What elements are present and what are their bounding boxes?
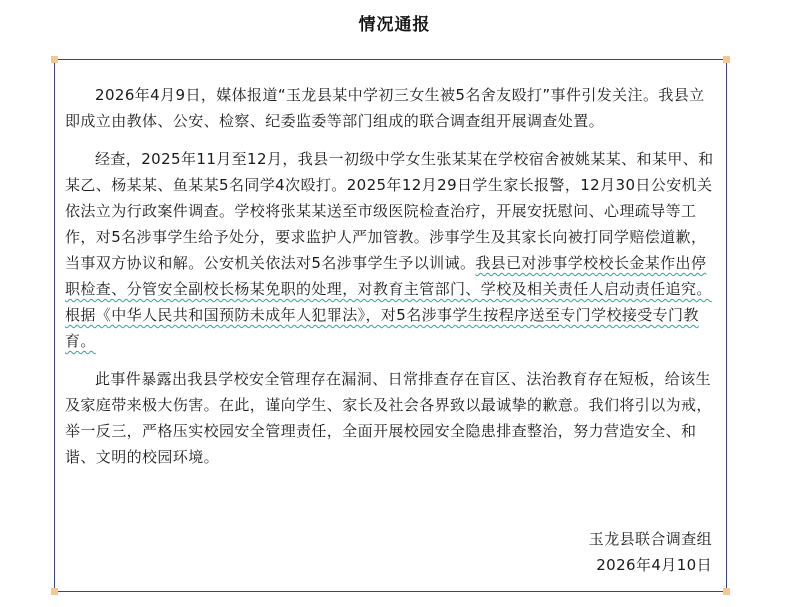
notice-body bbox=[65, 82, 718, 470]
page-title: 情况通报 bbox=[358, 15, 431, 35]
corner-decoration bbox=[723, 56, 730, 63]
paragraph-findings bbox=[65, 146, 718, 354]
corner-decoration bbox=[723, 588, 730, 595]
notice-frame bbox=[54, 59, 727, 592]
signature-org: 玉龙县联合调查组 bbox=[588, 530, 712, 548]
paragraph-intro: 2026年4月9日，媒体报道“玉龙县某中学初三女生被5名舍友殴打”事件引发关注。我县立即成立由教体、公安、检察、纪委监委等部门组成的联合调查组开展调查处置。 bbox=[65, 86, 705, 130]
findings-text: 经查，2025年11月至12月，我县一初级中学女生张某某在学校宿舍被姚某某、和某甲、和某乙、杨某某、鱼某某5名同学4次殴打。2025年12月29日学生家长报警，12月30日公安机关依法立为行政案件调查。学校将张某某送至市级医院检查治疗，开展安抚慰问、心理疏导等工作，对5名涉事学生给予处分，要求监护人严加管教。涉事学生及其家长向被打同学赔偿道歉，当事双方协议和解。公安机关依法对5名涉事学生予以训诫。 bbox=[65, 150, 714, 272]
corner-decoration bbox=[51, 588, 58, 595]
signature-date: 2026年4月10日 bbox=[596, 556, 712, 574]
paragraph-apology: 此事件暴露出我县学校安全管理存在漏洞、日常排查存在盲区、法治教育存在短板，给该生及家庭带来极大伤害。在此，谨向学生、家长及社会各界致以最诚挚的歉意。我们将引以为戒，举一反三，严格压实校园安全管理责任，全面开展校园安全隐患排查整治，努力营造安全、和谐、文明的校园环境。 bbox=[65, 370, 712, 466]
accountability-highlight: 我县已对涉事学校校长金某作出停职检查、分管安全副校长杨某免职的处理，对教育主管部门、学校及相关责任人启动责任追究。根据《中华人民共和国预防未成年人犯罪法》，对5名涉事学生按程序送至专门学校接受专门教育。 bbox=[65, 254, 712, 350]
corner-decoration bbox=[51, 56, 58, 63]
signature-block bbox=[589, 526, 712, 578]
